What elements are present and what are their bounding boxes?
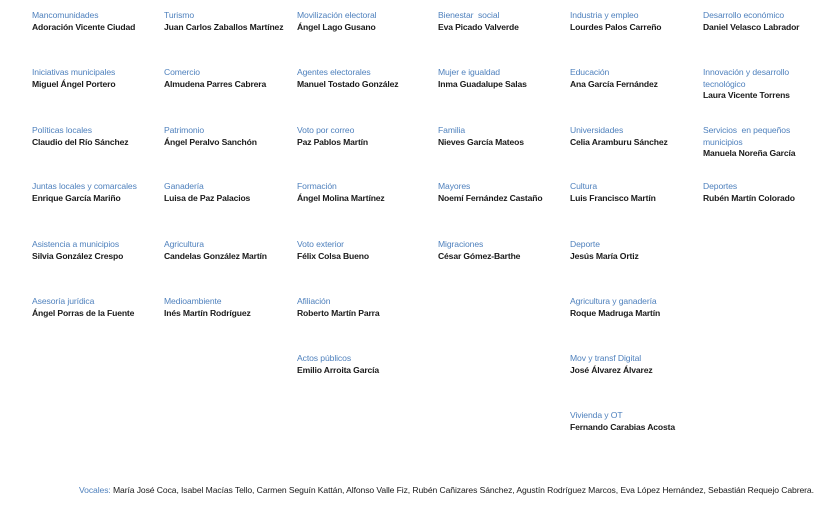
entry [703,181,829,204]
person-name: Inma Guadalupe Salas [438,78,527,89]
area-label: Cultura [570,181,598,191]
person-name: Ana García Fernández [570,78,658,89]
entry [164,67,292,90]
area-label: Mov y transf Digital [570,353,642,363]
area-label: Voto por correo [297,125,355,135]
area-label: Iniciativas municipales [32,67,116,77]
area-label: Asesoría jurídica [32,296,95,306]
area-label: Agricultura y ganadería [570,296,657,306]
area-label: Innovación y desarrollo tecnológico [703,67,790,89]
person-name: Félix Colsa Bueno [297,250,369,261]
person-name: Luisa de Paz Palacios [164,192,251,203]
area-label: Educación [570,67,610,77]
person-name: Laura Vicente Torrens [703,90,790,100]
person-name: Enrique García Mariño [32,192,121,203]
person-name: Rubén Martín Colorado [703,192,795,203]
area-label: Agentes electorales [297,67,371,77]
area-label: Familia [438,125,465,135]
person-name: Claudio del Río Sánchez [32,136,129,147]
entry [438,10,566,33]
area-label: Servicios en pequeños municipios [703,125,793,147]
person-name: Manuela Noreña García [703,148,796,158]
entry [297,353,425,376]
area-label: Mujer e igualdad [438,67,500,77]
entry [570,125,698,148]
person-name: Nieves García Mateos [438,136,524,147]
person-name: Roque Madruga Martín [570,307,661,318]
entry [570,296,698,319]
person-name: Fernando Carabias Acosta [570,421,675,432]
area-label: Industria y empleo [570,10,639,20]
entry [297,10,425,33]
entry [297,67,425,90]
entry [32,296,160,319]
entry [164,296,292,319]
person-name: Ángel Porras de la Fuente [32,307,135,318]
area-label: Asistencia a municipios [32,239,120,249]
area-label: Políticas locales [32,125,92,135]
entry [438,239,566,262]
person-name: Paz Pablos Martín [297,136,368,147]
entry [703,67,807,102]
entry [297,239,425,262]
area-label: Deporte [570,239,600,249]
person-name: Miguel Ángel Portero [32,78,116,89]
entry [703,10,829,33]
area-label: Universidades [570,125,624,135]
person-name: César Gómez-Barthe [438,250,521,261]
entry [164,181,292,204]
entry [570,239,698,262]
person-name: Manuel Tostado González [297,78,399,89]
entry [570,67,698,90]
person-name: Roberto Martín Parra [297,307,380,318]
entry [164,10,292,33]
area-label: Mancomunidades [32,10,99,20]
area-label: Deportes [703,181,738,191]
entry [703,125,803,160]
person-name: Emilio Arroita García [297,364,380,375]
entry [570,181,698,204]
area-label: Formación [297,181,337,191]
entry [297,296,425,319]
entry [438,181,566,204]
person-name: Adoración Vicente Ciudad [32,21,136,32]
person-name: Inés Martín Rodríguez [164,307,251,318]
entry [164,125,292,148]
person-name: Almudena Parres Cabrera [164,78,267,89]
entry [570,410,698,433]
entry [32,239,160,262]
person-name: Daniel Velasco Labrador [703,21,800,32]
entry [438,67,566,90]
person-name: Luis Francisco Martín [570,192,656,203]
vocales-label: Vocales: [79,485,111,495]
entry [570,353,698,376]
person-name: Celia Aramburu Sánchez [570,136,668,147]
person-name: Silvia González Crespo [32,250,124,261]
area-label: Agricultura [164,239,204,249]
person-name: Noemí Fernández Castaño [438,192,543,203]
entry [32,67,160,90]
area-label: Bienestar social [438,10,500,20]
person-name: Ángel Peralvo Sanchón [164,136,257,147]
area-label: Movilización electoral [297,10,377,20]
area-label: Voto exterior [297,239,344,249]
person-name: Jesús María Ortiz [570,250,639,261]
area-label: Migraciones [438,239,484,249]
area-label: Afiliación [297,296,331,306]
person-name: Candelas González Martín [164,250,267,261]
entry [297,181,425,204]
person-name: José Álvarez Álvarez [570,364,653,375]
area-label: Mayores [438,181,471,191]
area-label: Turismo [164,10,195,20]
area-label: Ganadería [164,181,204,191]
area-label: Comercio [164,67,200,77]
person-name: Ángel Molina Martínez [297,192,385,203]
area-label: Medioambiente [164,296,222,306]
area-label: Juntas locales y comarcales [32,181,137,191]
person-name: Lourdes Palos Carreño [570,21,662,32]
entry [32,181,160,204]
vocales-line [79,484,814,496]
entry [164,239,292,262]
entry [32,10,160,33]
area-label: Patrimonio [164,125,205,135]
vocales-names: María José Coca, Isabel Macías Tello, Carmen Seguín Kattán, Alfonso Valle Fiz, Rubén Cañizares Sánchez, Agustín Rodríguez Marcos, Eva López Hernández, Sebastián Requejo Cabrera. [112,485,814,495]
area-label: Actos públicos [297,353,352,363]
entry [32,125,160,148]
person-name: Eva Picado Valverde [438,21,519,32]
entry [297,125,425,148]
person-name: Juan Carlos Zaballos Martínez [164,21,284,32]
area-label: Desarrollo económico [703,10,785,20]
area-label: Vivienda y OT [570,410,623,420]
entry [438,125,566,148]
entry [570,10,698,33]
person-name: Ángel Lago Gusano [297,21,376,32]
